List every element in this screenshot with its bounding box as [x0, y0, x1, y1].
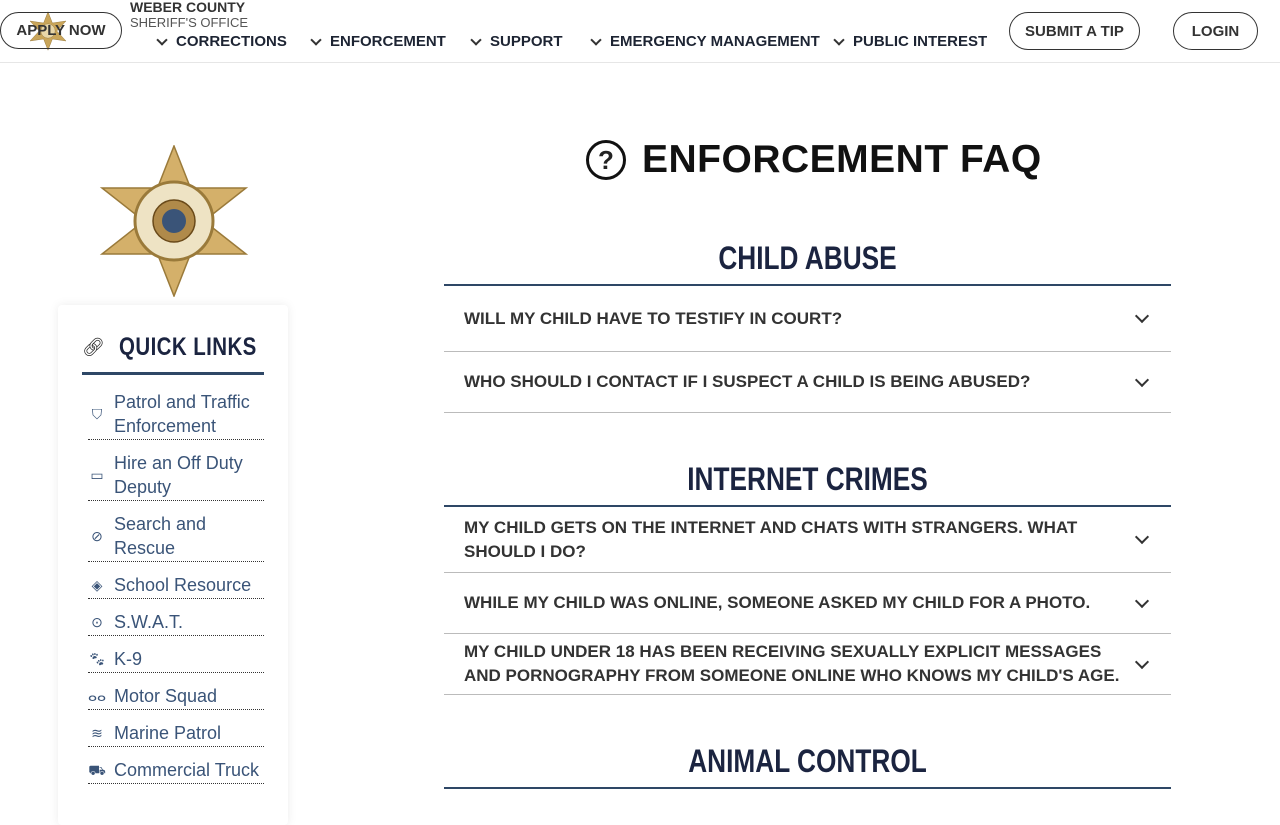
faq-question: WILL MY CHILD HAVE TO TESTIFY IN COURT? — [464, 308, 843, 328]
nav-enforcement[interactable] — [312, 33, 446, 51]
nav-label: EMERGENCY MANAGEMENT — [610, 33, 820, 50]
quick-link-label: S.W.A.T. — [114, 612, 184, 632]
nav-label: ENFORCEMENT — [330, 33, 446, 50]
chevron-down-icon — [470, 34, 481, 45]
chevron-down-icon — [156, 34, 167, 45]
briefcase-icon: ▭ — [90, 467, 104, 483]
quick-link-school-resource[interactable] — [88, 570, 264, 599]
nav-label: CORRECTIONS — [176, 33, 287, 50]
motorcycle-icon: ⴰⴰ — [88, 688, 107, 704]
chevron-down-icon — [1135, 372, 1149, 386]
section-heading: CHILD ABUSE — [718, 240, 897, 276]
section-heading: ANIMAL CONTROL — [688, 743, 927, 779]
water-icon: ≋ — [91, 725, 103, 741]
compass-icon: ⊘ — [91, 528, 103, 544]
quick-link-label: Motor Squad — [114, 686, 218, 706]
faq-item[interactable] — [444, 507, 1171, 573]
chevron-down-icon — [1135, 654, 1149, 668]
quick-links-card — [58, 305, 288, 825]
quick-link-off-duty[interactable] — [88, 448, 264, 501]
divider — [82, 372, 264, 375]
brand-subtitle: SHERIFF'S OFFICE — [130, 15, 249, 30]
nav-corrections[interactable] — [158, 33, 287, 51]
chevron-down-icon — [833, 34, 844, 45]
faq-question: MY CHILD UNDER 18 HAS BEEN RECEIVING SEXUALLY EXPLICIT MESSAGES AND PORNOGRAPHY FROM SOMEONE ONLINE WHO KNOWS MY CHILD'S AGE. — [464, 642, 1120, 685]
faq-section-internet-crimes — [444, 461, 1171, 695]
faq-item[interactable] — [444, 352, 1171, 413]
graduation-cap-icon: ◈ — [91, 577, 103, 593]
faq-section-child-abuse — [444, 240, 1171, 413]
faq-question: MY CHILD GETS ON THE INTERNET AND CHATS WITH STRANGERS. WHAT SHOULD I DO? — [464, 517, 1078, 561]
quick-link-label: School Resource — [114, 575, 252, 595]
faq-section-animal-control — [444, 743, 1171, 789]
faq-item[interactable] — [444, 573, 1171, 634]
section-heading: INTERNET CRIMES — [687, 461, 928, 497]
faq-question: WHILE MY CHILD WAS ONLINE, SOMEONE ASKED MY CHILD FOR A PHOTO. — [464, 593, 1091, 612]
quick-link-marine-patrol[interactable] — [88, 718, 264, 747]
quick-link-label: K-9 — [114, 649, 143, 669]
chevron-down-icon — [590, 34, 601, 45]
sheriff-badge-image — [99, 145, 249, 297]
paw-icon: 🐾︎ — [88, 651, 106, 667]
nav-label: PUBLIC INTEREST — [853, 33, 988, 50]
quick-link-swat[interactable] — [88, 607, 264, 636]
faq-question: WHO SHOULD I CONTACT IF I SUSPECT A CHILD IS BEING ABUSED? — [464, 372, 1031, 391]
divider — [444, 787, 1171, 789]
quick-link-label: Hire an Off Duty Deputy — [114, 453, 243, 497]
link-icon: 🔗︎ — [82, 337, 105, 357]
submit-tip-button[interactable]: SUBMIT A TIP — [1009, 12, 1140, 50]
chevron-down-icon — [1135, 530, 1149, 544]
quick-link-patrol[interactable] — [88, 387, 264, 440]
faq-item[interactable] — [444, 286, 1171, 352]
quick-link-motor-squad[interactable] — [88, 681, 264, 710]
quick-links-list — [88, 387, 264, 792]
nav-emergency-management[interactable] — [592, 33, 820, 51]
chevron-down-icon — [1135, 593, 1149, 607]
apply-now-button[interactable]: APPLY NOW — [0, 12, 122, 49]
login-button[interactable]: LOGIN — [1173, 12, 1258, 50]
quick-links-title: QUICK LINKS — [118, 333, 257, 361]
quick-link-label: Search and Rescue — [114, 514, 207, 558]
quick-link-commercial-truck[interactable] — [88, 755, 264, 784]
chevron-down-icon — [1135, 309, 1149, 323]
nav-public-interest[interactable] — [835, 33, 987, 51]
truck-icon: ⛟ — [88, 762, 106, 778]
page-title — [586, 138, 1042, 182]
chevron-down-icon — [310, 34, 321, 45]
faq-item[interactable] — [444, 634, 1171, 695]
quick-link-search-rescue[interactable] — [88, 509, 264, 562]
quick-link-k9[interactable] — [88, 644, 264, 673]
brand-name: WEBER COUNTY — [130, 0, 246, 15]
site-header — [0, 0, 1280, 63]
page-title-text: ENFORCEMENT FAQ — [642, 138, 1042, 181]
shield-check-icon: ⛉ — [91, 406, 103, 422]
question-circle-icon: ? — [586, 140, 626, 180]
quick-links-header — [82, 333, 287, 362]
quick-link-label: Marine Patrol — [114, 723, 222, 743]
crosshair-icon: ⊙ — [91, 614, 103, 630]
nav-label: SUPPORT — [490, 33, 563, 50]
nav-support[interactable] — [472, 33, 563, 51]
quick-link-label: Commercial Truck — [114, 760, 260, 780]
quick-link-label: Patrol and Traffic Enforcement — [114, 392, 250, 436]
